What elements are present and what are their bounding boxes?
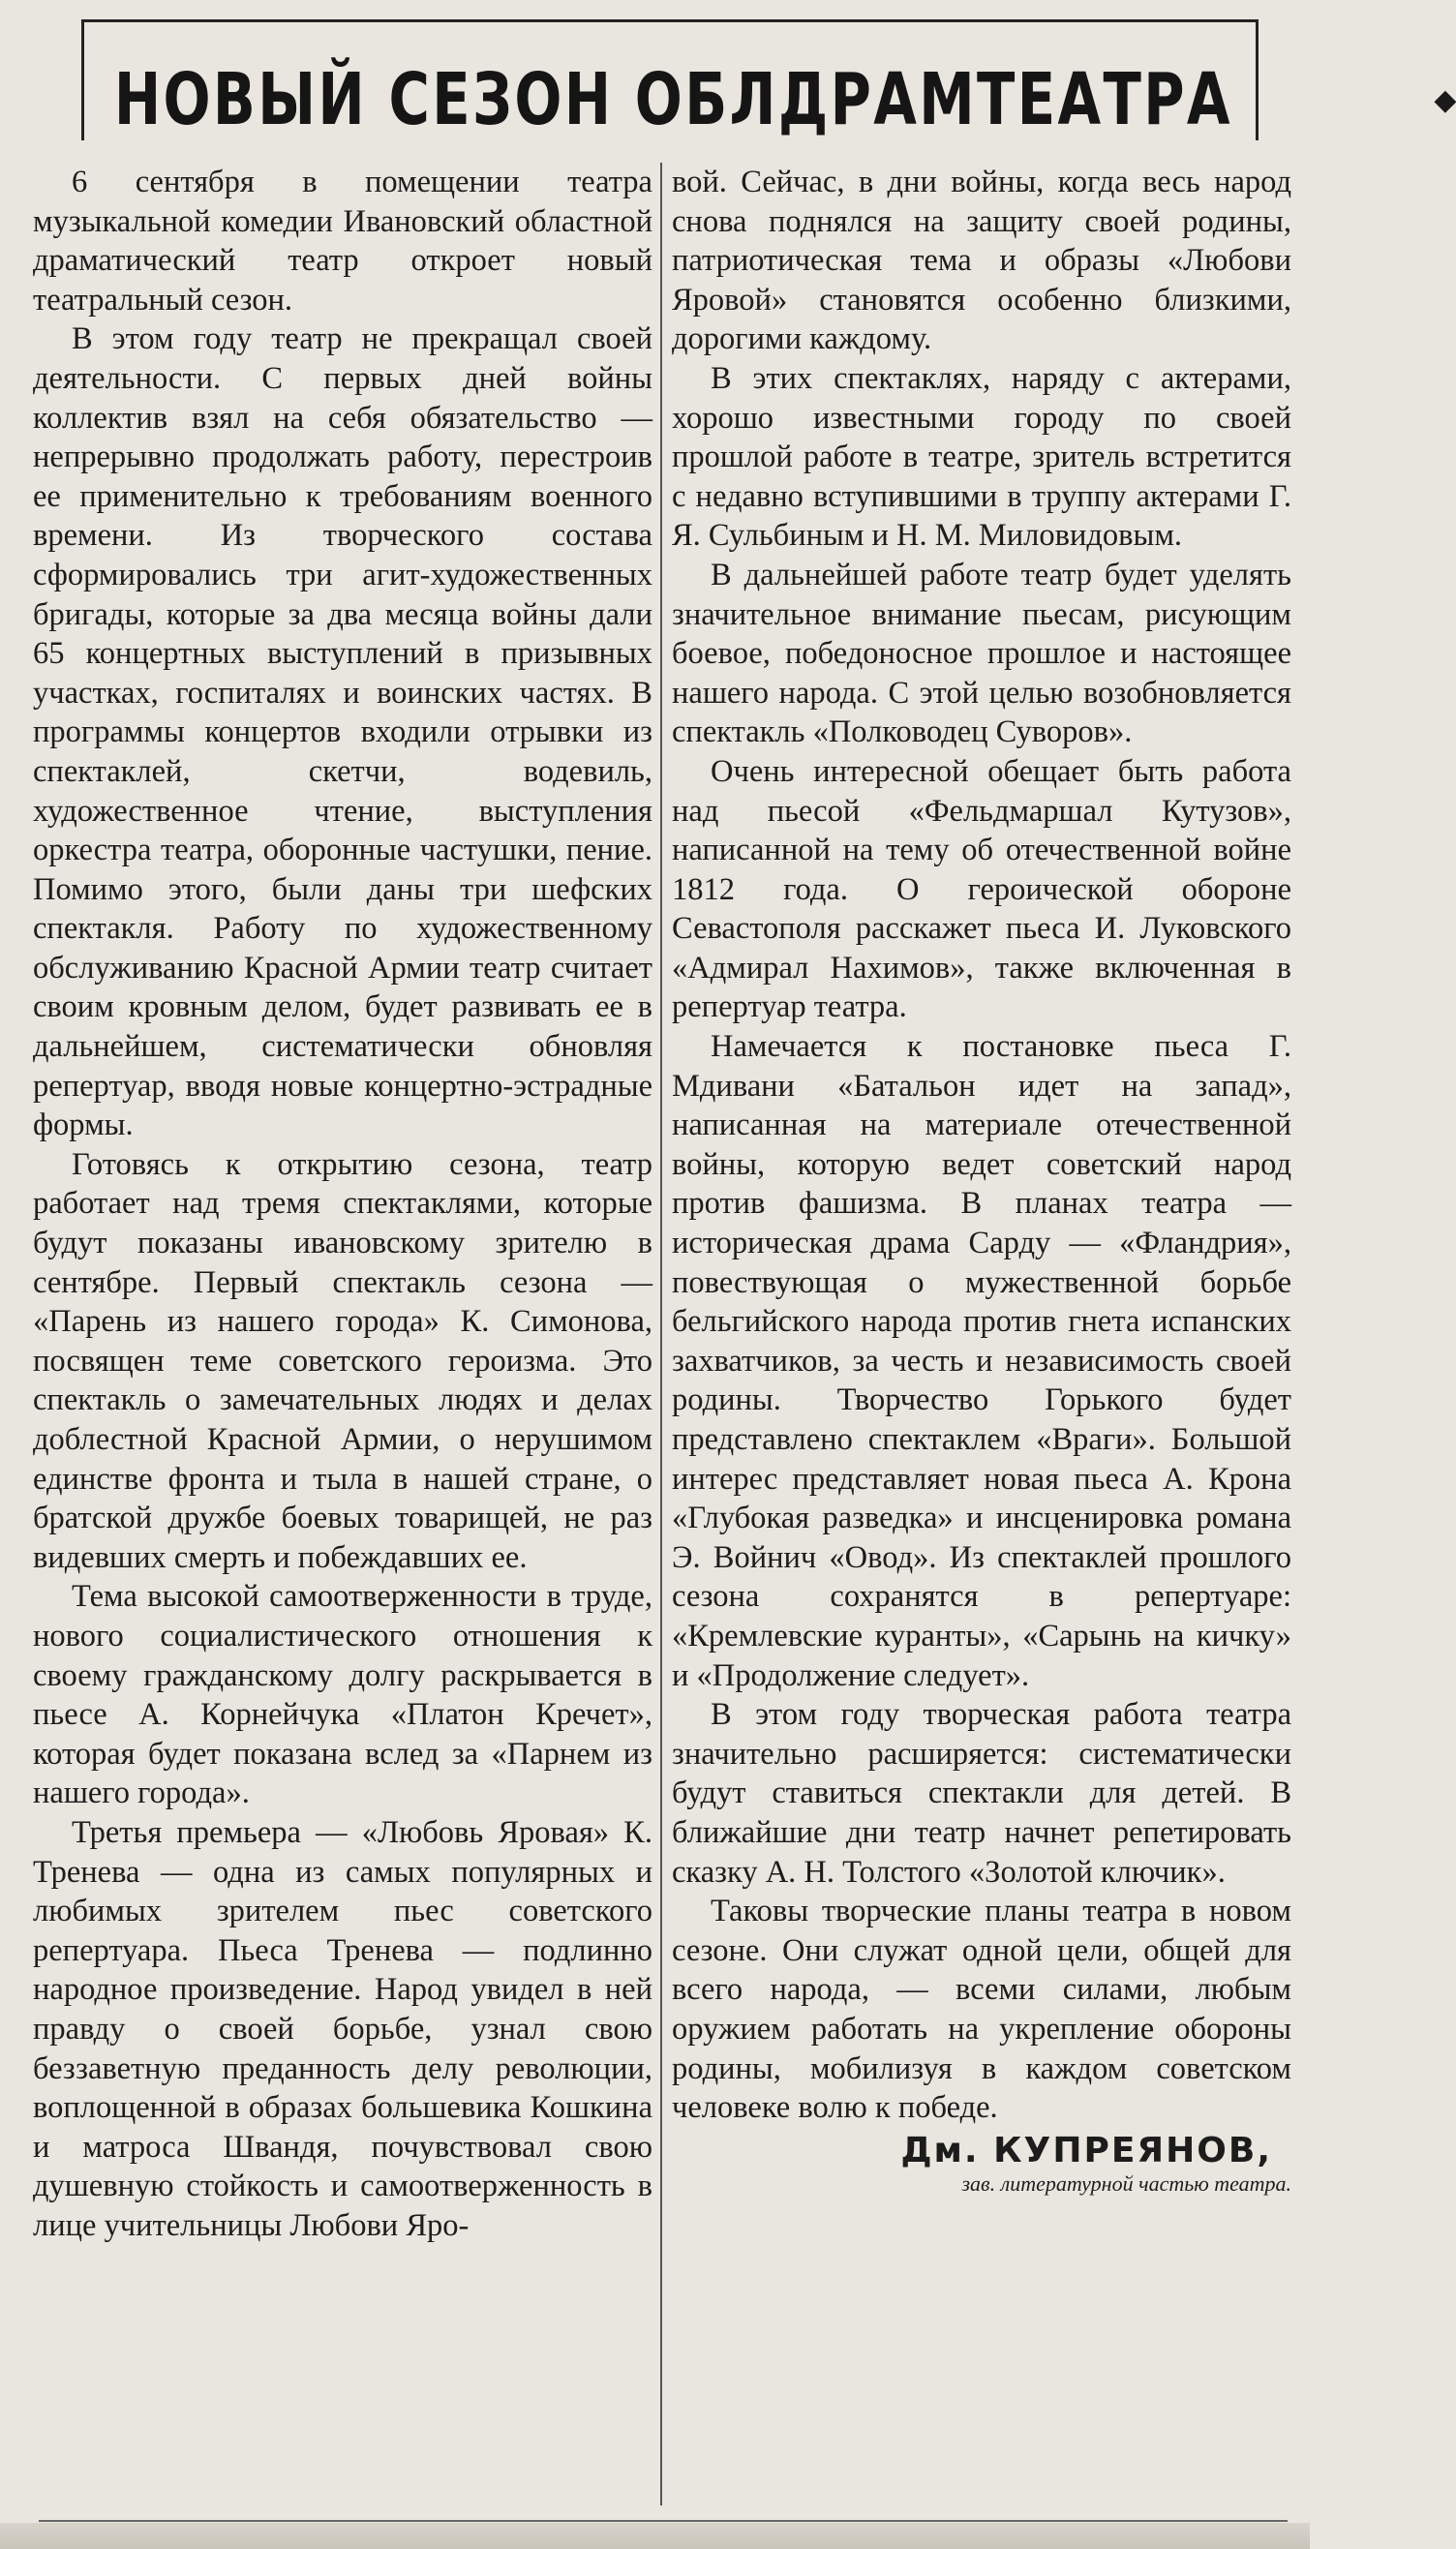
diamond-ornament-icon: ◆	[1434, 82, 1456, 117]
paragraph: Тема высокой самоотверженности в труде, нового социалистического отношения к своему гражданскому долгу раскрывается в пьесе А. Корнейчука «Платон Кречет», которая будет показана вслед за «Парнем из нашего города».	[33, 1579, 652, 1811]
article-column-right	[672, 163, 1291, 2525]
paragraph: Очень интересной обещает быть работа над пьесой «Фельдмаршал Кутузов», написанной на тему об отечественной войне 1812 года. О героической обороне Севастополя расскажет пьеса И. Луковского «Адмирал Нахимов», также включенная в репертуар театра.	[672, 753, 1291, 1025]
article-column-left	[33, 163, 652, 2525]
next-article-strip	[0, 2523, 1310, 2549]
author-signature: Дм. КУПРЕЯНОВ,	[900, 2130, 1272, 2170]
paragraph: 6 сентября в помещении театра музыкальной комедии Ивановский областной драматический театр откроет новый театральный сезон.	[33, 165, 652, 318]
paragraph: вой. Сейчас, в дни войны, когда весь народ снова поднялся на защиту своей родины, патриотическая тема и образы «Любови Яровой» становятся особенно близкими, дорогими каждому.	[672, 165, 1291, 357]
paragraph: В этих спектаклях, наряду с актерами, хорошо известными городу по своей прошлой работе в театре, зритель встретится с недавно вступившими в труппу актерами Г. Я. Сульбиным и Н. М. Миловидовым.	[672, 360, 1291, 554]
article-title: НОВЫЙ СЕЗОН ОБЛДРАМТЕАТРА	[100, 58, 1245, 141]
paragraph: Третья премьера — «Любовь Яровая» К. Тренева — одна из самых популярных и любимых зрителем пьес советского репертуара. Пьеса Тренева — подлинно народное произведение. Народ увидел в ней правду о своей борьбе, узнал свою беззаветную преданность делу революции, воплощенной в образах большевика Кошкина и матроса Швандя, почувствовал свою душевную стойкость и самоотверженность в лице учительницы Любови Яро-	[33, 1814, 652, 2243]
column-divider	[660, 163, 662, 2505]
paragraph: Готовясь к открытию сезона, театр работает над тремя спектаклями, которые будут показаны ивановскому зрителю в сентябре. Первый спектакль сезона — «Парень из нашего города» К. Симонова, посвящен теме советского героизма. Это спектакль о замечательных людях и делах доблестной Красной Армии, о нерушимом единстве фронта и тыла в нашей стране, о братской дружбе боевых товарищей, не раз видевших смерть и побеждавших ее.	[33, 1146, 652, 1575]
paragraph: В дальнейшей работе театр будет уделять значительное внимание пьесам, рисующим боевое, победоносное прошлое и настоящее нашего народа. С этой целью возобновляется спектакль «Полководец Суворов».	[672, 557, 1291, 750]
headline	[58, 46, 1456, 153]
bottom-divider	[39, 2520, 1288, 2522]
paragraph: Намечается к постановке пьеса Г. Мдивани «Батальон идет на запад», написанная на материале отечественной войны, которую ведет советский народ против фашизма. В планах театра — историческая драма Сарду — «Фландрия», повествующая о мужественной борьбе бельгийского народа против гнета испанских захватчиков, за честь и независимость своей родины. Творчество Горького будет представлено спектаклем «Враги». Большой интерес представляет новая пьеса А. Крона «Глубокая разведка» и инсценировка романа Э. Войнич «Овод». Из спектаклей прошлого сезона сохранятся в репертуаре: «Кремлевские куранты», «Сарынь на кичку» и «Продолжение следует».	[672, 1029, 1291, 1693]
author-role: зав. литературной частью театра.	[961, 2171, 1291, 2197]
paragraph: В этом году творческая работа театра значительно расширяется: систематически будут ставиться спектакли для детей. В ближайшие дни театр начнет репетировать сказку А. Н. Толстого «Золотой ключик».	[672, 1697, 1291, 1890]
paragraph: В этом году театр не прекращал своей деятельности. С первых дней войны коллектив взял на себя обязательство — непрерывно продолжать работу, перестроив ее применительно к требованиям военного времени. Из творческого состава сформировались три агит-художественных бригады, которые за два месяца войны дали 65 концертных выступлений в призывных участках, госпиталях и воинских частях. В программы концертов входили отрывки из спектаклей, скетчи, водевиль, художественное чтение, выступления оркестра театра, оборонные частушки, пение. Помимо этого, были даны три шефских спектакля. Работу по художественному обслуживанию Красной Армии театр считает своим кровным делом, будет развивать ее в дальнейшем, систематически обновляя репертуар, вводя новые концертно-эстрадные формы.	[33, 321, 652, 1143]
paragraph: Таковы творческие планы театра в новом сезоне. Они служат одной цели, общей для всего народа, — всеми силами, любым оружием работать на укрепление обороны родины, мобилизуя в каждом советском человеке волю к победе.	[672, 1894, 1291, 2126]
